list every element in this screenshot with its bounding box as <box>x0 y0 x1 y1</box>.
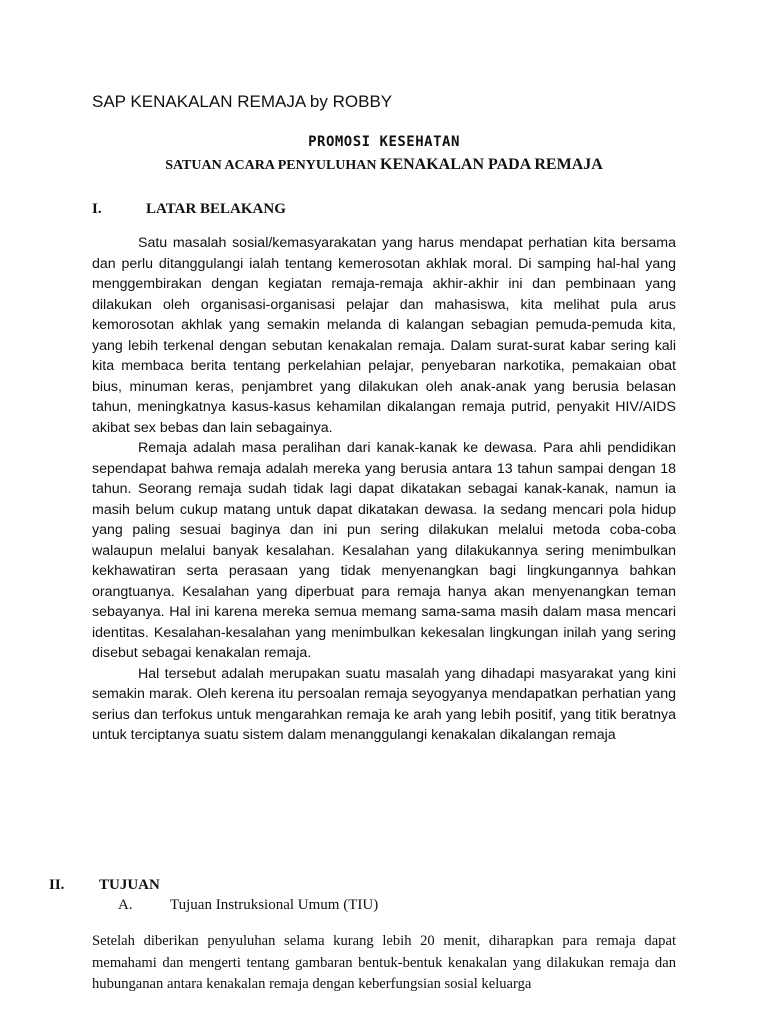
paragraph: Satu masalah sosial/kemasyarakatan yang harus mendapat perhatian kita bersama dan perlu ditanggulangi ialah tentang kemerosotan akhlak moral. Di samping hal-hal yang menggembirakan dengan kegiatan remaja-remaja akhir-akhir ini dan pembinaan yang dilakukan oleh organisasi-organisasi pelajar dan mahasiswa, kita melihat pula arus kemorosotan akhlak yang semakin melanda di kalangan sebagian pemuda-pemuda kita, yang lebih terkenal dengan sebutan kenakalan remaja. Dalam surat-surat kabar sering kali kita membaca berita tentang perkelahian pelajar, penyebaran narkotika, pemakaian obat bius, minuman keras, penjambret yang dilakukan oleh anak-anak yang berusia belasan tahun, meningkatnya kasus-kasus kehamilan dikalangan remaja putrid, penyakit HIV/AIDS akibat sex bebas dan lain sebagainya. <box>92 235 676 436</box>
header-sub <box>0 156 768 174</box>
header-sub-topic: KENAKALAN PADA REMAJA <box>380 156 603 173</box>
section1-title: LATAR BELAKANG <box>146 201 286 217</box>
header-main: PROMOSI KESEHATAN <box>308 134 460 150</box>
section1-number: I. <box>92 201 102 217</box>
document-title: SAP KENAKALAN REMAJA by ROBBY <box>92 92 393 111</box>
subsection-title: Tujuan Instruksional Umum (TIU) <box>170 897 379 913</box>
section2-number: II. <box>49 877 65 893</box>
paragraph: Remaja adalah masa peralihan dari kanak-kanak ke dewasa. Para ahli pendidikan sependapat bahwa remaja adalah mereka yang berusia antara 13 tahun sampai dengan 18 tahun. Seorang remaja sudah tidak lagi dapat dikatakan sebagai kanak-kanak, namun ia masih belum cukup matang untuk dapat dikatakan dewasa. Ia sedang mencari pola hidup yang paling sesuai baginya dan ini pun sering dilakukan melalui metoda coba-coba walaupun melalui banyak kesalahan. Kesalahan yang dilakukannya sering menimbulkan kekhawatiran serta perasaan yang tidak menyenangkan bagi lingkungannya bahkan orangtuanya. Kesalahan yang diperbuat para remaja hanya akan menyenangkan teman sebayanya. Hal ini karena mereka semua memang sama-sama masih dalam masa mencari identitas. Kesalahan-kesalahan yang menimbulkan kekesalan lingkungan inilah yang sering disebut sebagai kenakalan remaja. <box>92 440 676 661</box>
header-sub-prefix: SATUAN ACARA PENYULUHAN <box>165 158 380 173</box>
section2-title: TUJUAN <box>99 877 160 893</box>
paragraph: Hal tersebut adalah merupakan suatu masalah yang dihadapi masyarakat yang kini semakin marak. Oleh kerena itu persoalan remaja seyogyanya mendapatkan perhatian yang serius dan terfokus untuk mengarahkan remaja ke arah yang lebih positif, yang titik beratnya untuk terciptanya suatu sistem dalam menanggulangi kenakalan dikalangan remaja <box>92 665 676 743</box>
section1-body <box>92 233 676 746</box>
subsection-letter: A. <box>118 897 133 913</box>
tiu-paragraph: Setelah diberikan penyuluhan selama kurang lebih 20 menit, diharapkan para remaja dapat memahami dan mengerti tentang gambaran bentuk-bentuk kenakalan yang dilakukan remaja dan hubunganan antara kenakalan remaja dengan keberfungsian sosial keluarga <box>92 933 676 992</box>
